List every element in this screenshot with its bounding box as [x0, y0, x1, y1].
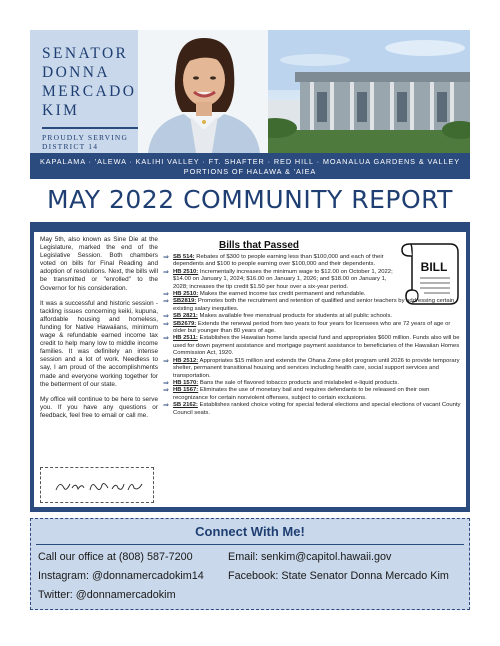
- bills-section: [163, 240, 465, 417]
- contact-twitter: Twitter: @donnamercadokim: [38, 589, 176, 601]
- capitol-building-image: [255, 30, 470, 153]
- serving-text: [42, 133, 128, 151]
- bills-title: Bills that Passed: [219, 240, 300, 251]
- intro-letter: [40, 236, 158, 427]
- arrow-icon: ⇒: [163, 291, 169, 299]
- arrow-icon: ⇒: [163, 298, 169, 306]
- intro-paragraph-1: May 5th, also known as Sine Die at the Legislature, marked the end of the Legislative Session. Both chambers voted on bills for Final Reading and adoption of resolutions. Next, the bills will be transmitted or "enrolled" to the Governor for his consideration.: [40, 236, 158, 292]
- arrow-icon: ⇒: [163, 379, 169, 387]
- name-line-3: MERCADO: [42, 83, 137, 100]
- arrow-icon: ⇒: [163, 320, 169, 328]
- bill-item: [163, 269, 399, 291]
- bill-item: [163, 335, 465, 357]
- report-title: MAY 2022 COMMUNITY REPORT: [47, 185, 453, 214]
- divider: [36, 544, 464, 545]
- header-banner: [30, 30, 470, 153]
- arrow-icon: ⇒: [163, 402, 169, 410]
- bill-code: HB 2510:: [173, 268, 199, 275]
- arrow-icon: ⇒: [163, 335, 169, 343]
- bill-text: Makes the earned income tax credit permanent and refundable.: [199, 291, 366, 298]
- intro-paragraph-2: It was a successful and historic session - tackling issues concerning keiki, kupuna, affordable housing and homeless, funding for Native Hawaiians, minimum wage & refundable earned income tax credit to help many low to middle income families. It was definitely an intense session and a lot of work. Needless to say, I am proud of the accomplishments made and everyone working together for the betterment of our state.: [40, 299, 158, 388]
- district-line-1: KAPALAMA · 'ALEWA · KALIHI VALLEY · FT. SHAFTER · RED HILL · MOANALUA GARDENS & VALLEY: [40, 157, 460, 166]
- bill-item: [163, 254, 399, 269]
- arrow-icon: ⇒: [163, 268, 169, 276]
- bill-item: [163, 380, 465, 387]
- contact-email: Email: senkim@capitol.hawaii.gov: [228, 551, 392, 563]
- bill-text: Eliminates the use of monetary bail and requires defendants to be released on their own recognizance for certain nonviolent offenses, subject to certain exclusions.: [173, 387, 430, 401]
- bill-code: HB 2512:: [173, 357, 199, 364]
- signature: [54, 478, 144, 494]
- name-line-4: KIM: [42, 102, 80, 119]
- contact-facebook: Facebook: State Senator Donna Mercado Kim: [228, 570, 449, 582]
- arrow-icon: ⇒: [163, 313, 169, 321]
- arrow-icon: ⇒: [163, 387, 169, 395]
- bill-text: Makes available free menstrual products for students at all public schools.: [199, 313, 393, 320]
- bill-code: SB 2821:: [173, 313, 198, 320]
- contact-phone: Call our office at (808) 587-7200: [38, 551, 193, 563]
- bill-text: Appropriates $15 million and extends the Ohana Zone pilot program until 2026 to provide temporary shelter, permanent transitional housing and services including health care, social support services and transportation.: [173, 357, 460, 379]
- bill-item: [163, 321, 465, 336]
- senator-portrait: [138, 30, 268, 153]
- bill-code: SB2819:: [173, 298, 197, 305]
- contact-instagram: Instagram: @donnamercadokim14: [38, 570, 204, 582]
- bill-item: [163, 387, 465, 402]
- bill-item: [163, 402, 465, 417]
- bill-item: [163, 358, 465, 380]
- bill-code: HB 2511:: [173, 335, 198, 342]
- bill-item: [163, 313, 465, 320]
- district-line-2: PORTIONS OF HALAWA & 'AIEA: [183, 167, 317, 176]
- bill-code: HB 1570:: [173, 379, 199, 386]
- bill-item: [163, 298, 465, 313]
- bill-text: Incrementally increases the minimum wage to $12.00 on October 1, 2022; $14.00 on January 1, 2024; $16.00 on January 1, 2026; and $18.00 on January 1, 2028; increases the tip credit $1.50 per hour over a six-year period.: [173, 268, 393, 290]
- contact-title: Connect With Me!: [195, 524, 305, 539]
- bill-scroll-label: BILL: [420, 260, 448, 274]
- bill-code: SB 2162:: [173, 402, 198, 409]
- name-line-2: DONNA: [42, 64, 110, 81]
- arrow-icon: ⇒: [163, 254, 169, 261]
- bill-code: SB2679:: [173, 320, 197, 327]
- bill-text: Rebates of $300 to people earning less than $100,000 and each of their dependents and $100 to people earning over $100,000 and their dependents.: [173, 254, 384, 268]
- bill-text: Bans the sale of flavored tobacco products and mislabeled e-liquid products.: [199, 379, 399, 386]
- intro-paragraph-3: My office will continue to be here to serve you. If you have any questions or feedback, feel free to email or call me.: [40, 395, 158, 419]
- bill-text: Promotes both the recruitment and retention of qualified and senior teachers by addressing certain existing salary inequities.: [173, 298, 455, 312]
- name-line-1: SENATOR: [42, 45, 129, 62]
- bill-code: HB 1567:: [173, 387, 199, 394]
- bill-text: Extends the renewal period from two years to four years for licensees who are 72 years of age or older but younger than 80 years of age.: [173, 320, 451, 335]
- serving-line-2: DISTRICT 14: [42, 142, 99, 151]
- bill-code: SB 514:: [173, 254, 195, 260]
- bill-code: HB 2510:: [173, 291, 199, 298]
- arrow-icon: ⇒: [163, 357, 169, 365]
- district-bar: [30, 153, 470, 179]
- bill-item: [163, 291, 465, 298]
- serving-line-1: PROUDLY SERVING: [42, 133, 129, 142]
- bill-text: Establishes the Hawaiian home lands special fund and appropriates $600 million. Funds also will be used for down payment assistance and mortgage payment assistance to beneficiaries of the Hawaiian Homes Commission Act, 1920.: [173, 335, 460, 357]
- bill-text: Establishes ranked choice voting for special federal elections and special elections of vacant County Council seats.: [173, 402, 461, 416]
